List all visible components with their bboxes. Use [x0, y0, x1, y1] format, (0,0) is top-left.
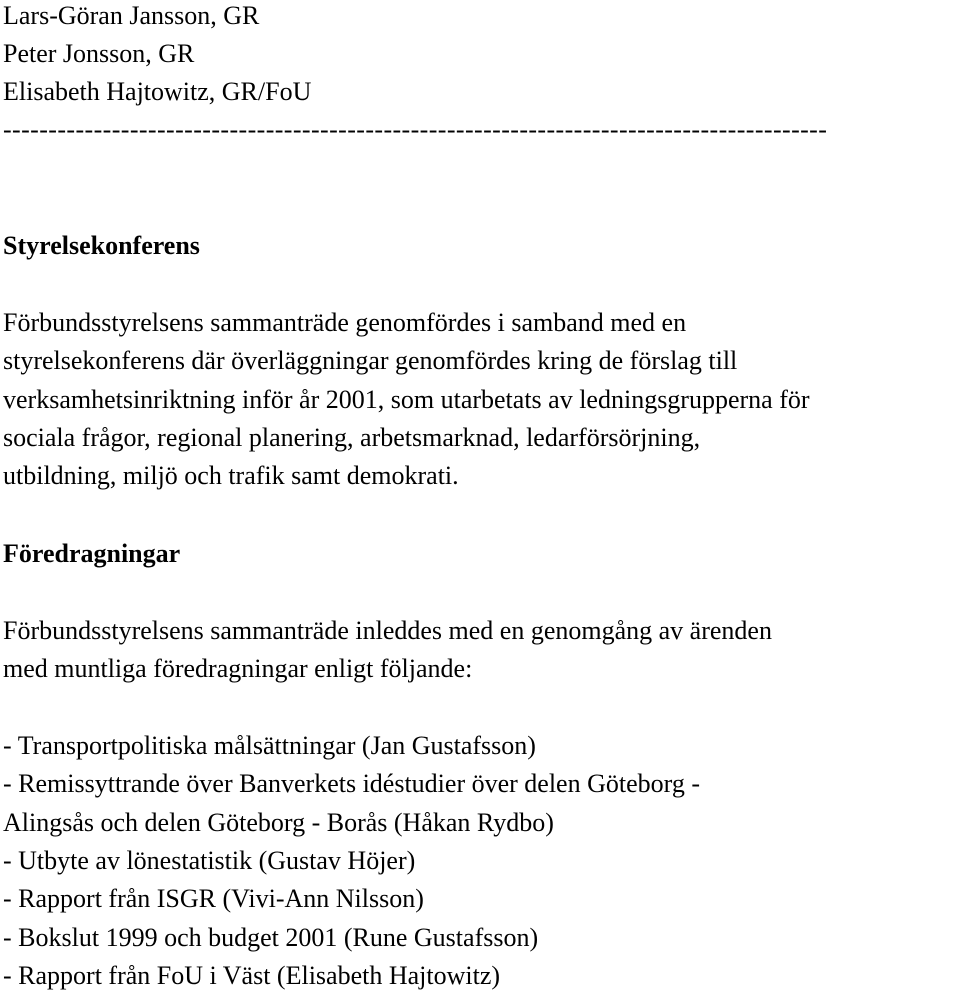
section-heading-styrelsekonferens: Styrelsekonferens: [3, 231, 200, 260]
attendee-line: Elisabeth Hajtowitz, GR/FoU: [3, 77, 312, 106]
paragraph-line: verksamhetsinriktning inför år 2001, som utarbetats av ledningsgrupperna för: [3, 385, 810, 414]
list-item: Alingsås och delen Göteborg - Borås (Håkan Rydbo): [3, 808, 554, 837]
section-heading-foredragningar: Föredragningar: [3, 539, 181, 568]
paragraph-line: med muntliga föredragningar enligt följande:: [3, 654, 473, 683]
list-item: - Rapport från FoU i Väst (Elisabeth Hajtowitz): [3, 961, 501, 990]
paragraph-line: sociala frågor, regional planering, arbetsmarknad, ledarförsörjning,: [3, 423, 701, 452]
paragraph-line: Förbundsstyrelsens sammanträde inleddes med en genomgång av ärenden: [3, 616, 772, 645]
attendee-line: Lars-Göran Jansson, GR: [3, 1, 260, 30]
list-item: - Rapport från ISGR (Vivi-Ann Nilsson): [3, 884, 424, 913]
paragraph-line: styrelsekonferens där överläggningar genomfördes kring de förslag till: [3, 346, 738, 375]
separator-line: -------------------------------------------------------------------------------------------: [3, 115, 828, 144]
list-item: - Bokslut 1999 och budget 2001 (Rune Gustafsson): [3, 923, 539, 952]
attendee-line: Peter Jonsson, GR: [3, 39, 195, 68]
list-item: - Utbyte av lönestatistik (Gustav Höjer): [3, 846, 416, 875]
list-item: - Remissyttrande över Banverkets idéstudier över delen Göteborg -: [3, 769, 700, 798]
paragraph-line: utbildning, miljö och trafik samt demokrati.: [3, 461, 459, 490]
list-item: - Transportpolitiska målsättningar (Jan Gustafsson): [3, 731, 536, 760]
paragraph-line: Förbundsstyrelsens sammanträde genomfördes i samband med en: [3, 308, 687, 337]
